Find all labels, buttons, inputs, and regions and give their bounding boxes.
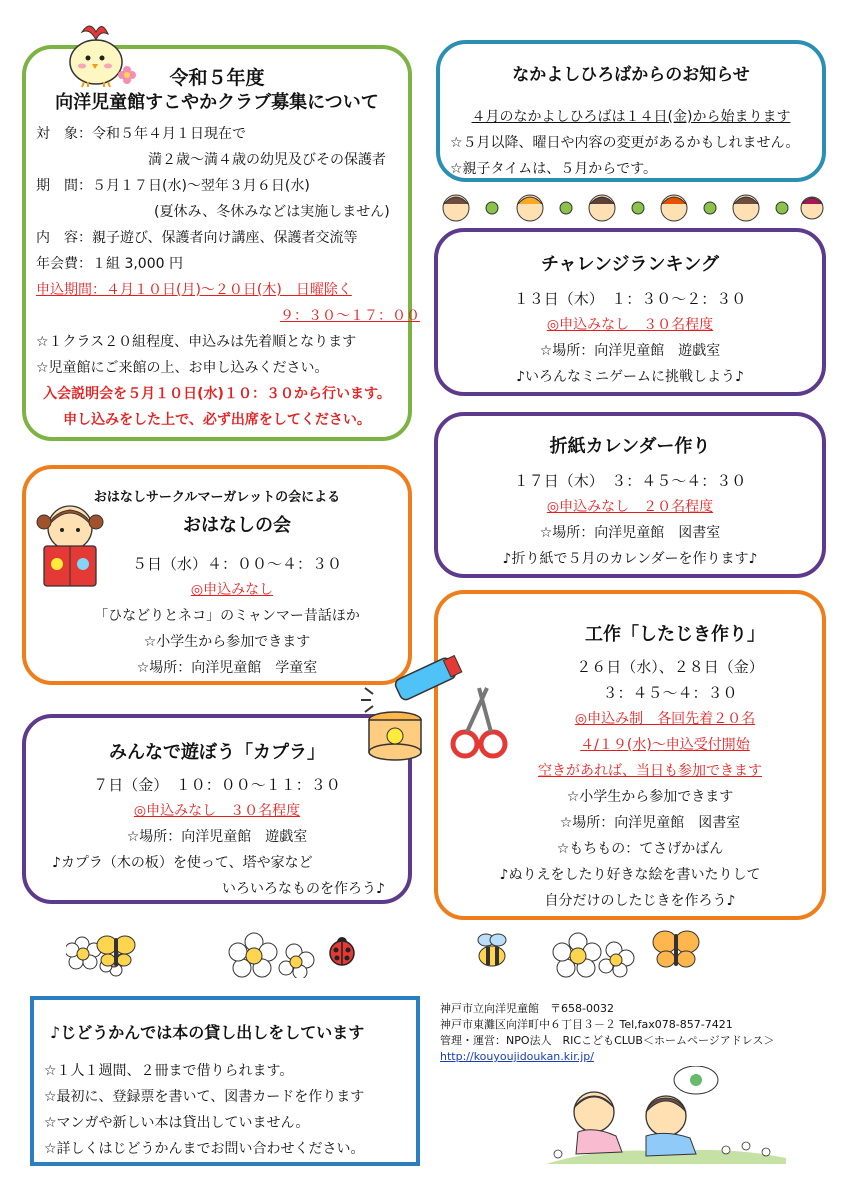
shitajiki-vacancy: 空きがあれば、当日も参加できます: [538, 763, 762, 779]
club-period-2: (夏休み、冬休みなどは実施しません): [154, 204, 390, 220]
club-target-2: 満２歳～満４歳の幼児及びその保護者: [148, 152, 386, 168]
homepage-link[interactable]: http://kouyoujidoukan.kir.jp/: [440, 1050, 594, 1063]
library-line-1: ☆１人１週間、２冊まで借りられます。: [44, 1063, 294, 1079]
club-briefing: 入会説明会を５月１０日(水)１０：３０から行います。: [43, 386, 391, 402]
ohanashi-date: ５日（水）４：００～４：３０: [131, 555, 342, 573]
club-apply-period: 申込期間：４月１０日(月)～２０日(木) 日曜除く: [36, 282, 352, 298]
origami-desc: ♪折り紙で５月のカレンダーを作ります♪: [502, 551, 758, 567]
club-note-2: ☆児童館にご来館の上、お申し込みください。: [36, 360, 329, 376]
kapla-desc-1: ♪カプラ（木の板）を使って、塔や家など: [52, 855, 313, 871]
ohanashi-desc: 「ひなどりとネコ」のミャンマー昔話ほか: [94, 608, 360, 624]
club-note-1: ☆１クラス２０組程度、申込みは先着順となります: [36, 334, 357, 350]
ohanashi-apply: ◎申込みなし: [190, 582, 274, 598]
bee-icon: [470, 928, 514, 972]
challenge-place: ☆場所：向洋児童館 遊戯室: [539, 343, 721, 359]
nakayoshi-title: なかよしひろばからのお知らせ: [512, 65, 750, 85]
challenge-apply: ◎申込みなし ３０名程度: [546, 317, 714, 333]
shitajiki-title: 工作「したじき作り」: [585, 624, 765, 645]
kapla-apply: ◎申込みなし ３０名程度: [133, 803, 301, 819]
club-recruitment-box: [22, 45, 420, 441]
shitajiki-place: ☆場所：向洋児童館 図書室: [559, 815, 741, 831]
flower-icon: [118, 66, 136, 84]
nakayoshi-box: [436, 40, 826, 182]
challenge-box: [434, 228, 826, 396]
club-target-1: 対 象：令和５年４月１日現在で: [36, 126, 246, 142]
ohanashi-target: ☆小学生から参加できます: [143, 634, 311, 650]
kids-playing-icon: [546, 1066, 786, 1164]
club-title: 向洋児童館すこやかクラブ募集について: [55, 92, 379, 113]
girl-reading-icon: [30, 498, 110, 590]
nakayoshi-line-1: ４月のなかよしひろばは１４日(金)から始まります: [471, 109, 791, 125]
nakayoshi-line-3: ☆親子タイムは、５月からです。: [450, 161, 658, 177]
library-line-2: ☆最初に、登録票を書いて、図書カードを作ります: [44, 1089, 365, 1105]
contact-url-row: [440, 1050, 594, 1064]
club-period-1: 期 間：５月１７日(水)～翌年３月６日(水): [36, 178, 310, 194]
club-title-year: 令和５年度: [169, 67, 265, 89]
shitajiki-items: ☆もちもの：てさげかばん: [556, 841, 724, 857]
library-line-3: ☆マンガや新しい本は貸出していません。: [44, 1115, 310, 1131]
contact-line-2: 神戸市東灘区向洋町中６丁目３－２ Tel,fax078-857-7421: [440, 1018, 733, 1031]
ohanashi-place: ☆場所：向洋児童館 学童室: [136, 660, 318, 676]
challenge-date: １３日（木） １：３０～２：３０: [513, 290, 747, 308]
challenge-title: チャレンジランキング: [540, 254, 720, 275]
club-apply-hours: ９：３０～１７：００: [280, 308, 420, 324]
contact-line-3: 管理・運営：NPO法人 RICこどもCLUB＜ホームページアドレス＞: [440, 1034, 775, 1047]
library-title: ♪じどうかんでは本の貸し出しをしています: [50, 1023, 365, 1042]
library-box: [30, 996, 420, 1166]
butterfly-icon: [652, 926, 700, 970]
origami-place: ☆場所：向洋児童館 図書室: [539, 525, 721, 541]
shitajiki-date-2: ３：４５～４：３０: [602, 684, 738, 702]
origami-box: [434, 412, 826, 578]
ohanashi-title: おはなしの会: [183, 515, 291, 536]
kapla-desc-2: いろいろなものを作ろう♪: [222, 881, 385, 897]
ladybug-icon: [326, 934, 358, 966]
ohanashi-sub: おはなしサークルマーガレットの会による: [93, 490, 341, 505]
club-attend: 申し込みをした上で、必ず出席をしてください。: [63, 412, 371, 428]
origami-date: １７日（木） ３：４５～４：３０: [513, 472, 747, 490]
challenge-desc: ♪いろんなミニゲームに挑戦しよう♪: [516, 369, 744, 385]
origami-title: 折紙カレンダー作り: [549, 436, 711, 457]
kids-faces-icon: [436, 190, 826, 226]
butterfly-icon: [96, 930, 136, 970]
club-fee: 年会費：１組 3,000 円: [36, 256, 183, 272]
origami-apply: ◎申込みなし ２０名程度: [546, 499, 714, 515]
kapla-title: みんなで遊ぼう「カプラ」: [109, 742, 325, 763]
shitajiki-target: ☆小学生から参加できます: [566, 789, 734, 805]
club-content: 内 容：親子遊び、保護者向け講座、保護者交流等: [36, 230, 358, 246]
craft-tools-icon: [355, 648, 515, 768]
contact-line-1: 神戸市立向洋児童館 〒658-0032: [440, 1002, 614, 1015]
shitajiki-apply: ◎申込み制 各回先着２０名: [574, 711, 756, 727]
nakayoshi-line-2: ☆５月以降、曜日や内容の変更があるかもしれません。: [450, 135, 800, 151]
kapla-date: ７日（金） １０：００～１１：３０: [93, 776, 341, 794]
library-line-4: ☆詳しくはじどうかんまでお問い合わせください。: [44, 1141, 365, 1157]
shitajiki-desc-1: ♪ぬりえをしたり好きな絵を書いたりして: [499, 867, 761, 883]
kapla-place: ☆場所：向洋児童館 遊戯室: [126, 829, 308, 845]
shitajiki-date-1: ２６日（水）、２８日（金）: [576, 658, 764, 676]
shitajiki-start: ４/１９(水)～申込受付開始: [580, 737, 750, 753]
shitajiki-desc-2: 自分だけのしたじきを作ろう♪: [544, 893, 736, 909]
kapla-box: [22, 714, 412, 904]
